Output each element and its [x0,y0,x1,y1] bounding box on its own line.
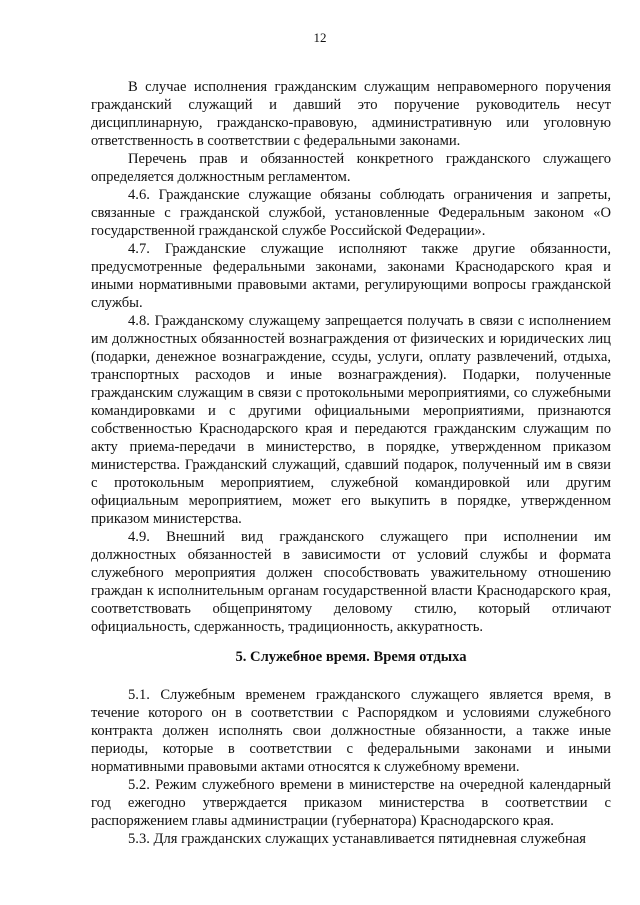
paragraph-4-6: 4.6. Гражданские служащие обязаны соблюдать ограничения и запреты, связанные с гражданской службой, установленные Федеральным законом «О государственной гражданской службе Российской Федерации». [91,187,611,239]
paragraph-5-1: 5.1. Служебным временем гражданского служащего является время, в течение которого он в соответствии с Распорядком и условиями служебного контракта должен исполнять свои должностные обязанности, а также иные периоды, которые в соответствии с федеральными законами и иными нормативными правовыми актами относятся к служебному времени. [91,687,611,775]
paragraph-duties-list: Перечень прав и обязанностей конкретного гражданского служащего определяется должностным регламентом. [91,151,611,185]
paragraph-5-3: 5.3. Для гражданских служащих устанавливается пятидневная служебная [128,831,586,847]
paragraph-5-2: 5.2. Режим служебного времени в министерстве на очередной календарный год ежегодно утверждается приказом министерства в соответствии с распоряжением главы администрации (губернатора) Краснодарского края. [91,777,611,829]
section-heading: 5. Служебное время. Время отдыха [235,649,467,665]
paragraph-unlawful-order-liability: В случае исполнения гражданским служащим неправомерного поручения гражданский служащий и давший это поручение руководитель несут дисциплинарную, гражданско-правовую, административную или уголовную ответственность в соответствии с федеральными законами. [91,79,611,149]
paragraph-4-9: 4.9. Внешний вид гражданского служащего при исполнении им должностных обязанностей в зависимости от условий службы и формата служебного мероприятия должен способствовать уважительному отношению граждан к исполнительным органам государственной власти Краснодарского края, соответствовать общепринятому деловому стилю, который отличают официальность, сдержанность, традиционность, аккуратность. [91,529,611,635]
page-number: 12 [313,30,327,45]
paragraph-4-8: 4.8. Гражданскому служащему запрещается получать в связи с исполнением им должностных обязанностей вознаграждения от физических и юридических лиц (подарки, денежное вознаграждение, ссуды, услуги, оплату развлечений, отдыха, транспортных расходов и иные вознаграждения). Подарки, полученные гражданским служащим в связи с протокольными мероприятиями, со служебными командировками и с другими официальными мероприятиями, признаются собственностью Краснодарского края и передаются гражданским служащим по акту приема-передачи в министерство, в порядке, утвержденном приказом министерства. Гражданский служащий, сдавший подарок, полученный им в связи с протокольным мероприятием, служебной командировкой или другим официальным мероприятием, может его выкупить в порядке, утвержденном приказом министерства. [91,313,611,527]
paragraph-4-7: 4.7. Гражданские служащие исполняют также другие обязанности, предусмотренные федеральными законами, законами Краснодарского края и иными нормативными правовыми актами, регулирующими вопросы гражданской службы. [91,241,611,311]
document-body [91,78,611,848]
